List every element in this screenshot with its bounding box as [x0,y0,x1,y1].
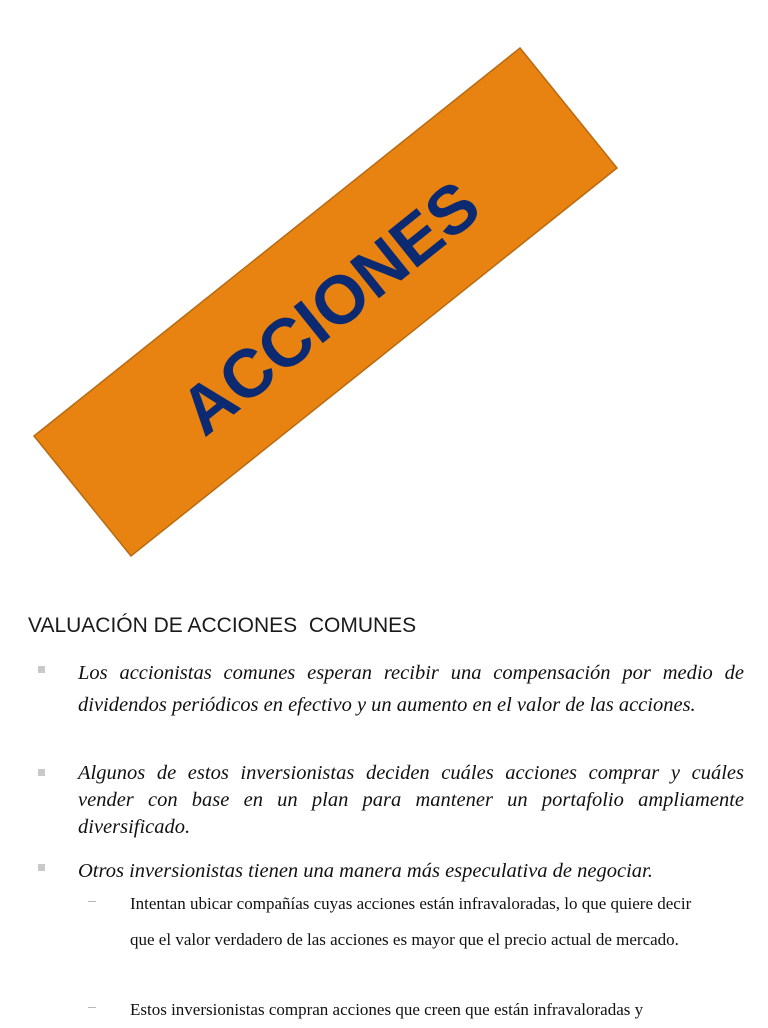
sub-bullet-item: Estos inversionistas compran acciones que creen que están infravaloradas y [130,1000,644,1019]
bullet-marker [38,666,45,673]
banner-title: ACCIONES [166,166,494,450]
sub-bullet-marker: – [88,998,96,1014]
bullet-item: Los accionistas comunes esperan recibir una compensación por medio de dividendos periódicos en efectivo y un aumento en el valor de las acciones. [78,662,744,716]
section-heading: VALUACIÓN DE ACCIONES COMUNES [28,614,417,637]
bullet-item: Algunos de estos inversionistas deciden cuáles acciones comprar y cuáles vender con base en un plan para mantener un portafolio ampliamente diversificado. [78,762,744,838]
bullet-item: Otros inversionistas tienen una manera más especulativa de negociar. [78,860,653,882]
bullet-marker [38,864,45,871]
bullet-marker [38,769,45,776]
sub-bullet-item: Intentan ubicar compañías cuyas acciones están infravaloradas, lo que quiere decir que el valor verdadero de las acciones es mayor que el precio actual de mercado. [130,894,692,949]
sub-bullet-marker: – [88,892,96,908]
